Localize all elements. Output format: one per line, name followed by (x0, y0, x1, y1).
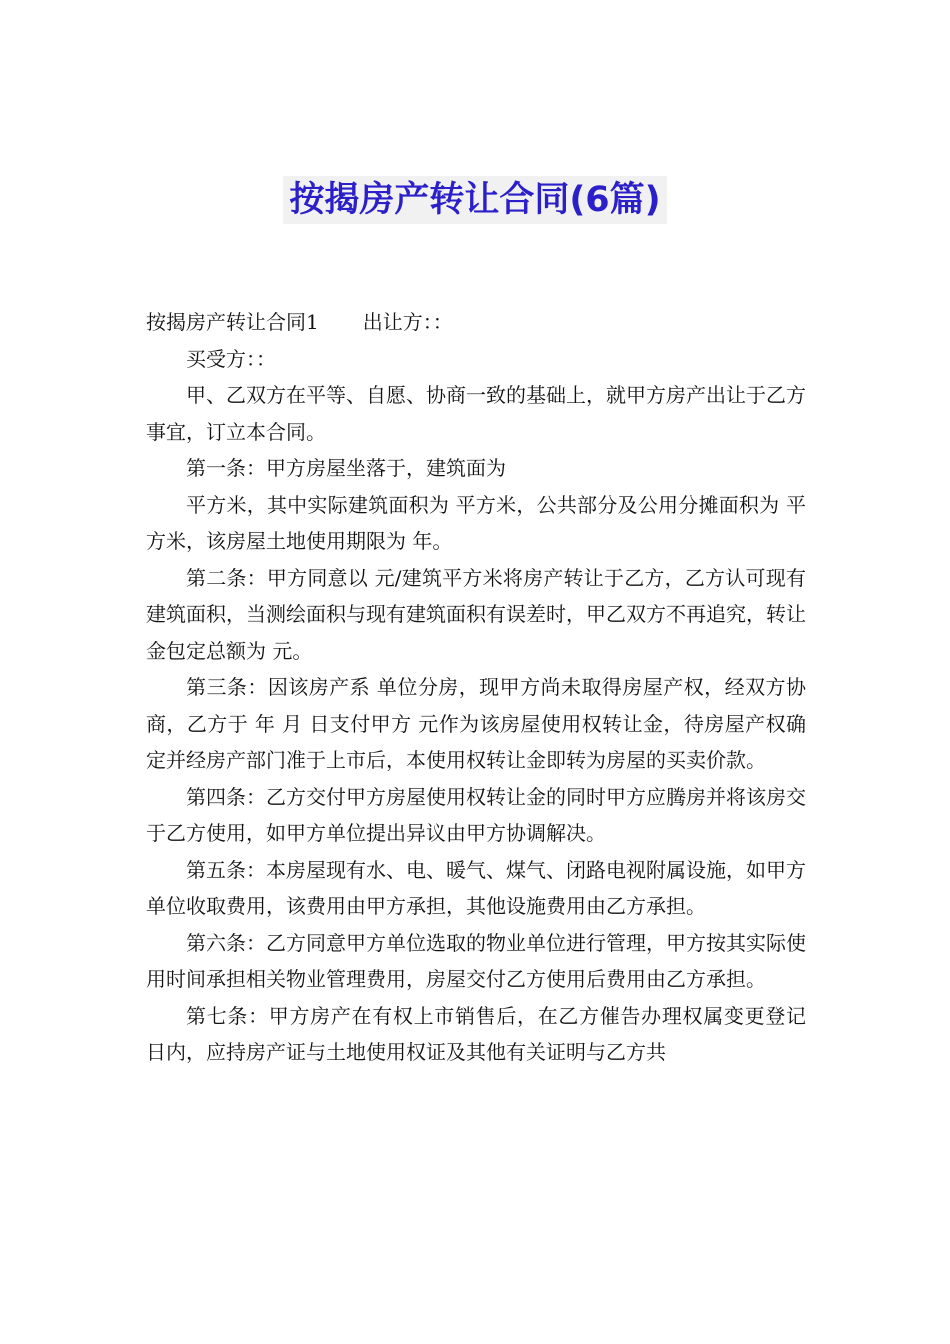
title-text: 按揭房产转让合同(6篇) (283, 176, 666, 224)
paragraph-article-5: 第五条：本房屋现有水、电、暖气、煤气、闭路电视附属设施，如甲方单位收取费用，该费用由甲方承担，其他设施费用由乙方承担。 (146, 857, 806, 918)
paragraph-article-7: 第七条：甲方房产在有权上市销售后，在乙方催告办理权属变更登记 日内，应持房产证与土地使用权证及其他有关证明与乙方共 (146, 1003, 806, 1064)
paragraph-article-1: 第一条：甲方房屋坐落于，建筑面为 (186, 456, 506, 480)
contract-label: 按揭房产转让合同1 (146, 310, 319, 334)
document-title (0, 176, 950, 224)
paragraph-article-3: 第三条：因该房产系 单位分房，现甲方尚未取得房屋产权，经双方协商，乙方于 年 月 日支付甲方 元作为该房屋使用权转让金，待房屋产权确定并经房产部门准于上市后，本使用权转让金即转为房屋的买卖价款。 (146, 675, 806, 772)
contract-heading-line (146, 304, 806, 341)
paragraph-article-6: 第六条：乙方同意甲方单位选取的物业单位进行管理，甲方按其实际使用时间承担相关物业管理费用，房屋交付乙方使用后费用由乙方承担。 (146, 930, 806, 991)
paragraph-article-1-area: 平方米，其中实际建筑面积为 平方米，公共部分及公用分摊面积为 平方米，该房屋土地使用期限为 年。 (146, 492, 806, 553)
paragraph-buyer: 买受方：： (186, 346, 276, 371)
seller-label: 出让方：： (362, 310, 453, 334)
paragraph-preamble: 甲、乙双方在平等、自愿、协商一致的基础上，就甲方房产出让于乙方事宜，订立本合同。 (146, 383, 806, 444)
paragraph-article-2: 第二条：甲方同意以 元/建筑平方米将房产转让于乙方，乙方认可现有建筑面积，当测绘面积与现有建筑面积有误差时，甲乙双方不再追究，转让金包定总额为 元。 (146, 565, 806, 663)
document-body (146, 304, 806, 1071)
paragraph-article-4: 第四条：乙方交付甲方房屋使用权转让金的同时甲方应腾房并将该房交于乙方使用，如甲方单位提出异议由甲方协调解决。 (146, 784, 806, 845)
